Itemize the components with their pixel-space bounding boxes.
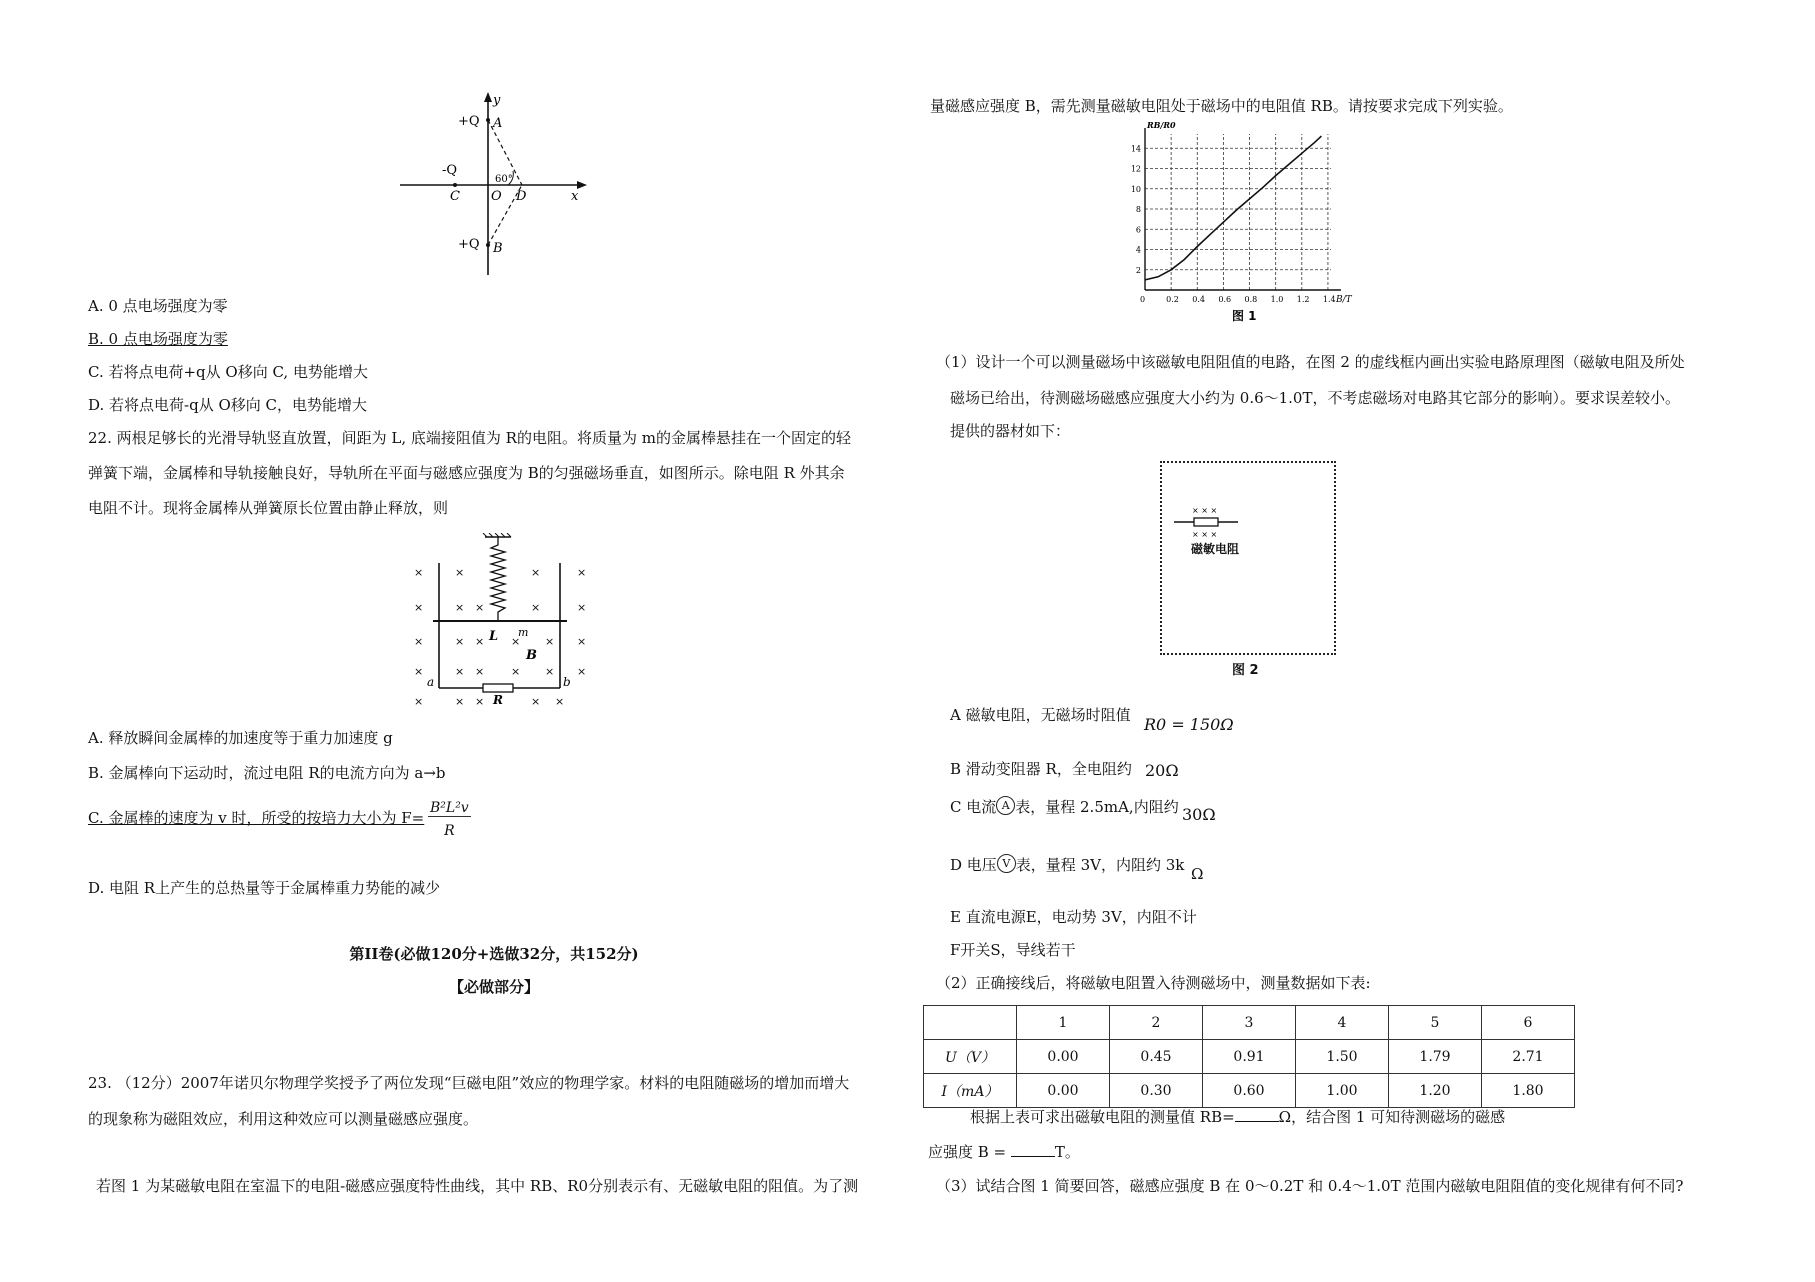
rb-answer-blank[interactable] (1235, 1107, 1279, 1122)
rail-b-label: B (526, 648, 537, 663)
svg-text:×: × (414, 695, 424, 708)
b-answer-blank[interactable] (1011, 1142, 1055, 1157)
svg-text:×: × (531, 695, 541, 708)
rb-answer-prefix: 根据上表可求出磁敏电阻的测量值 RB= (970, 1108, 1235, 1126)
equip-c (950, 796, 1179, 817)
svg-text:×: × (545, 635, 555, 648)
svg-text:×: × (475, 601, 485, 614)
equip-d-prefix: D 电压 (950, 856, 997, 874)
table-cell: U（V） (924, 1040, 1017, 1074)
equip-c-prefix: C 电流 (950, 798, 997, 816)
q22-line-3: 电阻不计。现将金属棒从弹簧原长位置由静止释放，则 (88, 499, 449, 517)
table-cell: I（mA） (924, 1074, 1017, 1108)
svg-text:×: × (475, 635, 485, 648)
table-cell: 1.20 (1389, 1074, 1482, 1108)
section2-title: 第II卷(必做120分+选做32分，共152分) (349, 945, 639, 963)
d-label: D (516, 189, 527, 204)
table-cell: 2 (1110, 1006, 1203, 1040)
circuit-design-box (1160, 461, 1336, 655)
charge-axes-figure (395, 90, 595, 280)
svg-text:×: × (414, 566, 424, 579)
svg-text:×: × (414, 665, 424, 678)
svg-text:×: × (455, 665, 465, 678)
svg-text:×: × (531, 566, 541, 579)
table-cell: 0.45 (1110, 1040, 1203, 1074)
svg-text:×: × (577, 566, 587, 579)
x-axis-arrow (577, 181, 587, 189)
q22-line-2: 弹簧下端，金属棒和导轨接触良好，导轨所在平面与磁感应强度为 B的匀强磁场垂直，如图所示。除电阻 R 外其余 (88, 464, 845, 482)
o-label: O (491, 189, 502, 204)
chart-xlabel: B/T (1336, 295, 1352, 305)
equip-c-value: 30Ω (1182, 805, 1216, 824)
table-cell: 0.00 (1017, 1040, 1110, 1074)
svg-text:×: × (511, 635, 521, 648)
plus-q-a-label: +Q (458, 114, 480, 129)
b-answer-suffix: T。 (1054, 1143, 1080, 1161)
table-cell: 5 (1389, 1006, 1482, 1040)
svg-text:×: × (414, 601, 424, 614)
q22-option-d: D. 电阻 R上产生的总热量等于金属棒重力势能的减少 (88, 879, 441, 897)
table-cell: 6 (1482, 1006, 1575, 1040)
svg-text:×: × (414, 635, 424, 648)
chart-y-tick-label: 2 (1135, 265, 1141, 275)
svg-text:× × ×: × × × (1192, 506, 1218, 515)
chart-y-tick-label: 8 (1135, 205, 1141, 214)
chart-x-tick-label: 1.0 (1270, 295, 1284, 304)
chart-y-tick-label: 10 (1130, 184, 1141, 194)
q23-2-text: （2）正确接线后，将磁敏电阻置入待测磁场中，测量数据如下表: (936, 974, 1371, 992)
x-label: x (571, 189, 579, 204)
chart-x-tick-label: 0.2 (1166, 295, 1179, 304)
equip-f: F开关S，导线若干 (950, 941, 1076, 959)
chart-title: 图 1 (1232, 309, 1257, 323)
chart-x-tick-label: 0.8 (1244, 295, 1258, 304)
svg-text:×: × (511, 665, 521, 678)
table-cell: 0.91 (1203, 1040, 1296, 1074)
equip-d-value: Ω (1191, 865, 1204, 883)
a-label: A (493, 116, 503, 131)
q23-1-line-2: 磁场已给出，待测磁场磁感应强度大小约为 0.6～1.0T，不考虑磁场对电路其它部分的影响）。要求误差较小。 (950, 389, 1680, 407)
equip-b: B 滑动变阻器 R，全电阻约 (950, 760, 1132, 778)
table-cell: 2.71 (1482, 1040, 1575, 1074)
svg-text:×: × (555, 695, 565, 708)
table-cell: 0.30 (1110, 1074, 1203, 1108)
equip-a: A 磁敏电阻，无磁场时阻值 (950, 706, 1131, 724)
chart-y-tick-label: 14 (1130, 144, 1141, 154)
c-label: C (450, 189, 460, 204)
svg-text:×: × (545, 665, 555, 678)
q23-line-2: 的现象称为磁阻效应，利用这种效应可以测量磁感应强度。 (88, 1110, 479, 1128)
measurement-table (923, 1005, 1575, 1108)
rb-answer-suffix: Ω，结合图 1 可知待测磁场的磁感 (1278, 1108, 1506, 1126)
chart-ylabel: RB/R0 (1147, 122, 1176, 130)
chart-x-tick-label: 1.4 (1322, 295, 1336, 304)
table-cell: 1.80 (1482, 1074, 1575, 1108)
table-row (924, 1074, 1575, 1108)
angle-label: 60° (495, 174, 513, 185)
table-cell: 1.50 (1296, 1040, 1389, 1074)
ammeter-icon: A (996, 796, 1015, 815)
table-cell: 1.00 (1296, 1074, 1389, 1108)
chart-x-tick-label: 0 (1140, 295, 1146, 304)
section2-subtitle: 【必做部分】 (448, 978, 539, 996)
q21-option-d: D. 若将点电荷-q从 O移向 C，电势能增大 (88, 396, 368, 414)
magnetoresistor-label: 磁敏电阻 (1191, 542, 1240, 556)
table-cell: 4 (1296, 1006, 1389, 1040)
charge-a-dot (486, 118, 490, 122)
q21-option-b: B. 0 点电场强度为零 (88, 330, 228, 348)
rail-m-label: m (518, 626, 529, 639)
equip-d-suffix: 表，量程 3V，内阻约 3k (1015, 856, 1185, 874)
charge-b-dot (486, 243, 490, 247)
q23-3-text: （3）试结合图 1 简要回答，磁感应强度 B 在 0～0.2T 和 0.4～1.0T 范围内磁敏电阻阻值的变化规律有何不同? (936, 1177, 1684, 1195)
svg-text:×: × (475, 695, 485, 708)
rail-l-label: L (489, 629, 499, 644)
svg-text:×: × (577, 635, 587, 648)
svg-text:×: × (455, 695, 465, 708)
svg-text:×: × (577, 601, 587, 614)
svg-text:×: × (531, 601, 541, 614)
q23-line-3: 若图 1 为某磁敏电阻在室温下的电阻-磁感应强度特性曲线，其中 RB、R0分别表示有、无磁敏电阻的阻值。为了测 (96, 1177, 859, 1195)
equip-e: E 直流电源E，电动势 3V，内阻不计 (950, 908, 1197, 926)
equip-d (950, 854, 1184, 875)
chart-x-tick-label: 0.6 (1218, 295, 1232, 304)
charge-c-dot (453, 183, 457, 187)
chart-y-tick-label: 12 (1130, 164, 1141, 174)
q23-line-4: 量磁感应强度 B，需先测量磁敏电阻处于磁场中的电阻值 RB。请按要求完成下列实验。 (930, 97, 1513, 115)
table-cell: 1 (1017, 1006, 1110, 1040)
y-axis-arrow (484, 92, 492, 102)
resistor-symbol (483, 684, 513, 692)
q22-option-c-fraction (428, 800, 471, 839)
q22-option-b: B. 金属棒向下运动时，流过电阻 R的电流方向为 a→b (88, 764, 446, 782)
q21-option-c: C. 若将点电荷+q从 O移向 C, 电势能增大 (88, 363, 368, 381)
q23-2b-line-2 (928, 1142, 1080, 1162)
rb-r0-chart (1125, 122, 1355, 327)
equip-a-value: R0 = 150Ω (1144, 715, 1234, 734)
b-answer-prefix: 应强度 B = (928, 1143, 1007, 1161)
table-cell (924, 1006, 1017, 1040)
q23-line-1: 23. （12分）2007年诺贝尔物理学奖授予了两位发现“巨磁电阻”效应的物理学家。材料的电阻随磁场的增加而增大 (88, 1074, 850, 1092)
q23-1-line-3: 提供的器材如下： (950, 422, 1071, 440)
rail-r-label: R (493, 693, 503, 707)
b-label: B (493, 241, 503, 256)
fig2-caption: 图 2 (1232, 663, 1259, 678)
table-cell: 3 (1203, 1006, 1296, 1040)
chart-y-tick-label: 4 (1135, 245, 1141, 255)
spring (491, 537, 505, 621)
voltmeter-icon: V (997, 854, 1016, 873)
rail-a-label: a (427, 675, 435, 689)
table-header-row (924, 1006, 1575, 1040)
q22-line-1: 22. 两根足够长的光滑导轨竖直放置，间距为 L, 底端接阻值为 R的电阻。将质量为 m的金属棒悬挂在一个固定的轻 (88, 429, 851, 447)
y-label: y (493, 93, 501, 108)
rail-spring-figure (405, 533, 590, 713)
rail-b2-label: b (563, 675, 571, 689)
svg-text:×: × (455, 635, 465, 648)
plus-q-b-label: +Q (458, 237, 480, 252)
svg-text:× × ×: × × × (1192, 530, 1218, 539)
svg-text:×: × (475, 665, 485, 678)
fraction-denominator: R (444, 823, 455, 839)
q23-1-line-1: （1）设计一个可以测量磁场中该磁敏电阻阻值的电路，在图 2 的虚线框内画出实验电路原理图（磁敏电阻及所处 (936, 353, 1685, 371)
q21-option-a: A. 0 点电场强度为零 (88, 297, 228, 315)
q22-option-c: C. 金属棒的速度为 v 时，所受的按培力大小为 F= (88, 809, 425, 827)
q22-option-a: A. 释放瞬间金属棒的加速度等于重力加速度 g (88, 729, 393, 747)
fraction-numerator: B²L²v (430, 800, 469, 816)
svg-text:×: × (577, 665, 587, 678)
table-cell: 0.00 (1017, 1074, 1110, 1108)
chart-y-tick-label: 6 (1135, 225, 1141, 235)
q23-2b-line-1 (970, 1107, 1505, 1127)
table-cell: 0.60 (1203, 1074, 1296, 1108)
svg-text:×: × (455, 601, 465, 614)
chart-x-tick-label: 1.2 (1296, 295, 1310, 304)
table-row (924, 1040, 1575, 1074)
table-cell: 1.79 (1389, 1040, 1482, 1074)
svg-text:×: × (455, 566, 465, 579)
equip-c-suffix: 表，量程 2.5mA,内阻约 (1015, 798, 1179, 816)
chart-grid (1145, 134, 1331, 290)
chart-x-tick-label: 0.4 (1192, 295, 1206, 304)
minus-q-label: -Q (442, 163, 458, 178)
equip-b-value: 20Ω (1145, 761, 1179, 780)
magnetoresistor-symbol (1172, 505, 1242, 539)
